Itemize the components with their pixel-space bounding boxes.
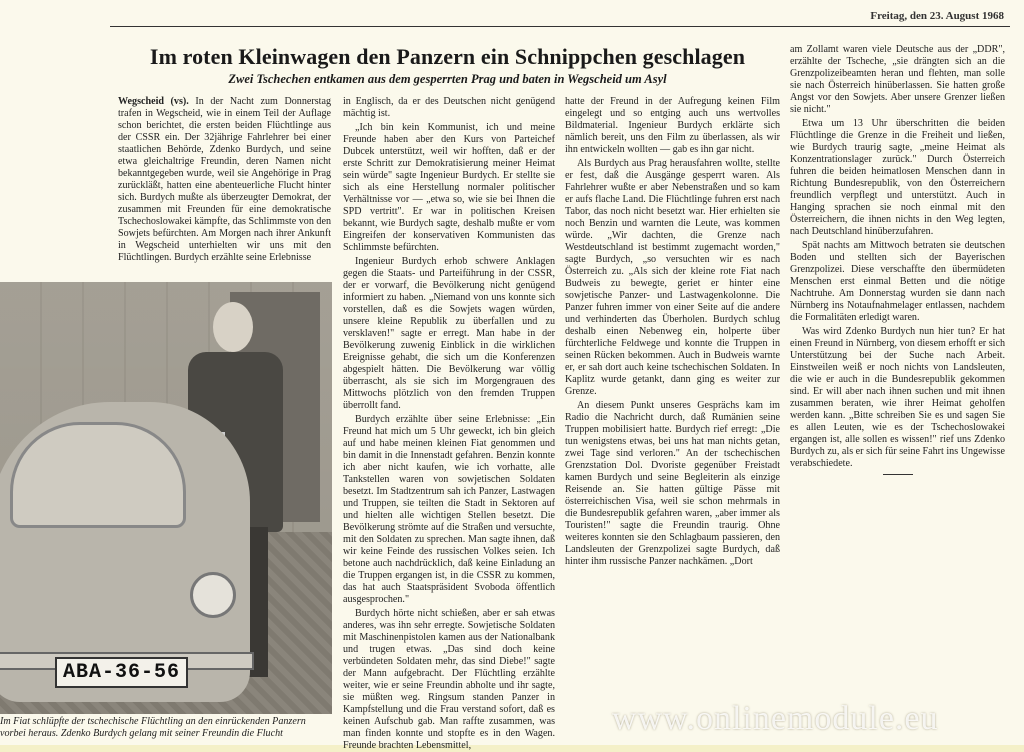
photo-caption: Im Fiat schlüpfte der tschechische Flüchtling an den einrückenden Panzern vorbei heraus. Zdenko Burdych gelang mit seiner Freundin die Flucht [0,716,306,739]
photo-car-windshield [10,422,186,528]
paragraph: Spät nachts am Mittwoch betraten sie deutschen Boden und stellten sich der Bayerischen Grenzpolizei. Diese verschaffte den übermüdeten Menschen erst einmal Betten und die nötige Nachtruhe. Am Donnerstag wurden sie dann nach Nürnberg ins Notaufnahmelager entlassen, nachdem die Formalitäten erledigt waren. [790,240,1005,323]
paragraph: hatte der Freund in der Aufregung keinen Film eingelegt und so entging auch uns wertvolles Bildmaterial. Ingenieur Burdych erklärte sich nämlich bereit, uns den Film zu überlassen, als wir ihn entwickeln wollten — gab es ihn gar nicht. [565,96,780,155]
paragraph: Was wird Zdenko Burdych nun hier tun? Er hat einen Freund in Nürnberg, von diesem erhofft er sich Unterstützung bei der Suche nach Arbeit. Einstweilen weiß er noch nichts von Landsleuten, die wie er auch in die Bundesrepublik gekommen sind. Er will aber nach ihnen suchen und mit ihnen zusammen beraten, wie ihrer Heimat geholfen werden kann. „Bitte schreiben Sie es und sagen Sie es allen Leuten, wie es der Tschechoslowakei ergangen ist, alle sollen es wissen!" rief uns Zdenko Burdych zu, als er sich für seine Fahrt ins Ungewisse verabschiedete. [790,326,1005,469]
article-column-2 [343,96,555,751]
paragraph: „Ich bin kein Kommunist, ich und meine Freunde haben aber den Kurs von Parteichef Dubcek unterstützt, weil wir hofften, daß er der erste Schritt zur Demokratisierung meiner Heimat sein würde" sagte Ingenieur Burdych. Er stellte sie sich als eine Herstellung normaler politischer Verhältnisse vor — „etwa so, wie sie bei Ihnen die SPD vertritt". Er war in politischen Kreisen bekannt, wie Burdych sagte, deshalb mußte er vom Eingreifen der konservativen Kommunisten das Schlimmste befürchten. [343,122,555,253]
dateline: Freitag, den 23. August 1968 [870,10,1004,22]
photo-car-headlight [190,572,236,618]
headline: Im roten Kleinwagen den Panzern ein Schnippchen geschlagen [149,44,746,69]
watermark: www.onlinemodule.eu [612,700,939,737]
paragraph: An diesem Punkt unseres Gesprächs kam im Radio die Nachricht durch, daß Rumänien seine Truppen mobilisiert hatte. Burdych rief erregt: „Die tun wenigstens etwas, bei uns hat man nichts getan, zwei Tage sind verloren." An der tschechischen Grenzstation Dol. Dvoriste gegenüber Freistadt kamen Burdych und seine Begleiterin als einzige Reisende an. Sie hatten gültige Pässe mit österreichischen Visa, weil sie schon mehrmals in die Bundesrepublik gefahren waren, „aber immer als Touristen!" sagte die Freundin traurig. Ohne weiteres konnten sie den Schlagbaum passieren, den Landsleuten der Grenzpolizei sagte Burdych, daß hinter ihm russische Panzer nachkämen. „Dort [565,400,780,567]
dateline-lead: Wegscheid (vs). [118,96,189,107]
article-column-4 [790,44,1005,469]
paragraph [118,96,331,264]
paragraph: am Zollamt waren viele Deutsche aus der „DDR", erzählte der Tscheche, „sie drängten sich an die Grenzpolizeibeamten heran und flehten, man solle sie nach Österreich hinüberlassen. Sie hatten große Angst vor den Sowjets. Aber unsere Grenzer ließen sie nicht." [790,44,1005,115]
paragraph: Burdych hörte nicht schießen, aber er sah etwas anderes, was ihn sehr erregte. Sowjetische Soldaten mit Maschinenpistolen kamen aus der Nationalbank und trugen etwas. „Das sind doch keine verbündeten Soldaten mehr, das sind Diebe!" sagte der Mann aufgebracht. Der Flüchtling erzählte weiter, wie er seine Freundin abholte und ihr sagte, sie müßten weg. Ringsum standen Panzer in Kampfstellung und die Frau verstand sofort, daß es keinen Aufschub gab. Man raffte zusammen, was man finden konnte und stopfte es in den Wagen. Freunde brachten Lebensmittel, [343,608,555,751]
license-plate: ABA-36-56 [55,657,188,688]
article-column-3 [565,96,780,636]
photo-man-head [213,302,253,352]
paragraph: Ingenieur Burdych erhob schwere Anklagen gegen die Staats- und Parteiführung in der CSSR, der er vorwarf, die Bevölkerung nicht genügend informiert zu haben. „Niemand von uns konnte sich vorstellen, daß es die Sowjets wagen würden, unsere kleine Republik zu überfallen und zu versklaven!" sagte er erregt. Man habe in der Bevölkerung zuwenig Einblick in die wirklichen Ereignisse gehabt, die sich um die Konferenzen abgespielt hätten. Die Bevölkerung war völlig überrascht, als sie sich im Morgengrauen des Mittwochs plötzlich von den fremden Truppen überrollt fand. [343,256,555,411]
paragraph: Burdych erzählte über seine Erlebnisse: „Ein Freund hat mich um 5 Uhr geweckt, ich bin gleich auf und habe meinen kleinen Fiat genommen und bin damit in die Innenstadt gefahren. Benzin konnte ich aber nicht kaufen, wie ich vorhatte, alle Tankstellen waren von sowjetischen Soldaten besetzt. Im Stadtzentrum sah ich Panzer, Lastwagen und Truppen, sie teilten die Stadt in Sektoren auf und hielten alle wichtigen Stellen besetzt. Die Bevölkerung strömte auf die Straßen und versuchte, mit den Soldaten zu sprechen. Man sagte ihnen, daß wir keine Feinde des russischen Volkes seien. Ich betone auch nachdrücklich, daß keine Einladung an die Truppen ergangen ist, in die CSSR zu kommen, das hat auch Staatspräsident Svoboda öffentlich ausgesprochen." [343,414,555,605]
paragraph-text: In der Nacht zum Donnerstag trafen in Wegscheid, wie in einem Teil der Auflage schon berichtet, die ersten beiden Flüchtlinge aus der CSSR ein. Der 32jährige Fahrlehrer bei einer staatlichen Behörde, Zdenko Burdych, und seine etwa gleichaltrige Freundin, deren Namen nicht bekanntgegeben wurde, weil sie Angehörige in Prag zurückläßt, hatten eine abenteuerliche Flucht hinter sich. Burdych mußte als überzeugter Demokrat, der zusammen mit Freunden für eine demokratische Tschechoslowakei kämpfte, das Schlimmste von den Sowjets befürchten. Am Morgen nach ihrer Ankunft in Wegscheid unterhielten wir uns mit den Flüchtlingen. Burdych erzählte seine Erlebnisse [118,96,331,263]
article-column-1 [118,96,331,278]
paragraph: in Englisch, da er des Deutschen nicht genügend mächtig ist. [343,96,555,119]
paragraph: Etwa um 13 Uhr überschritten die beiden Flüchtlinge die Grenze in die Freiheit und ließen, wie Burdych traurig sagte, „meine Heimat als Konzentrationslager zurück." Durch Österreich fuhren die beiden heimatlosen Menschen dann in Richtung Bundesrepublik, von den Österreichern freundlich verpflegt und unterstützt. Auch in Hanging sprachen sie noch einmal mit den Österreichern, die ihnen nichts in den Weg legten, nach Deutschland hinüberzufahren. [790,118,1005,237]
news-photo [0,282,332,714]
header-rule [110,26,1010,27]
subheadline: Zwei Tschechen entkamen aus dem gesperrten Prag und baten in Wegscheid um Asyl [228,72,667,86]
article-end-rule [883,474,913,475]
paragraph: Als Burdych aus Prag herausfahren wollte, stellte er fest, daß die Ausgänge gesperrt waren. Als Fahrlehrer wußte er aber Nebenstraßen und so kam er aufs flache Land. Die Flüchtlinge fuhren erst nach Tabor, das noch nicht besetzt war. Hier erhielten sie noch Benzin und warnten die Leute, was kommen würde. „Wir dachten, die Grenze nach Westdeutschland ist bestimmt zugemacht worden," sagte Burdych, „so versuchten wir es nach Österreich zu. „Als sich der kleine rote Fiat nach Budweis zu bewegte, geriet er hinter eine sowjetische Panzer- und Lastwagenkolonne. Die Panzer fuhren immer von einer Seite auf die andere und verhinderten das Überholen. Burdych schlug deshalb einen Nebenweg ein, holperte über fürchterliche Feldwege und konnte die Truppen in seinen Rücken bekommen. Auch in Budweis warnte er, er sah dort auch keine tschechischen Soldaten. In Kaplitz wurde getankt, dann ging es weiter zur Grenze. [565,158,780,397]
